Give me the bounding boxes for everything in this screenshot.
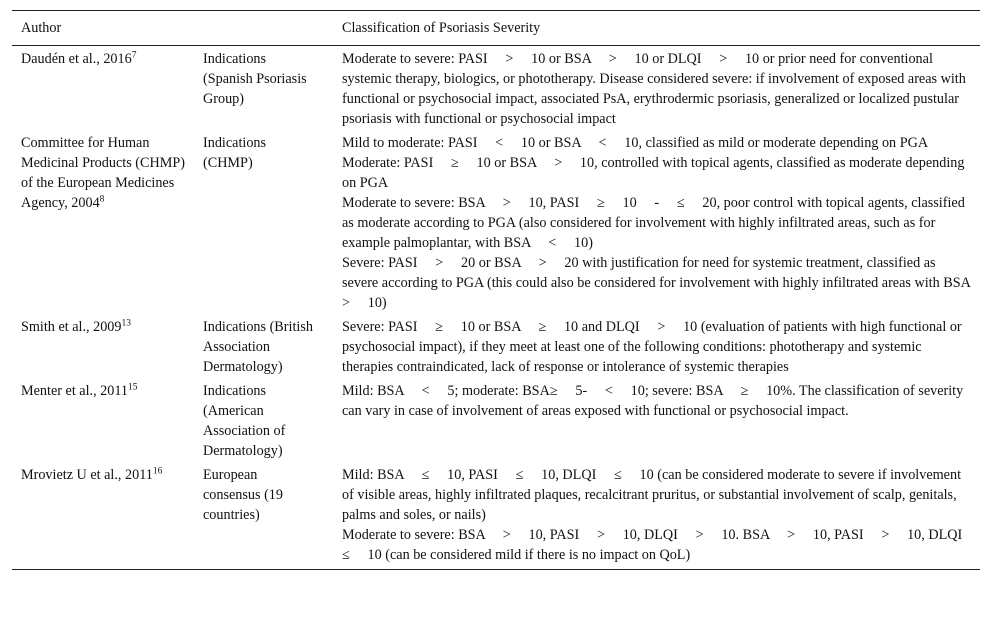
classification-cell: [326, 464, 980, 570]
reference-number: 16: [152, 466, 163, 477]
source-cell: Indications (Spanish Psoriasis Group): [203, 51, 307, 107]
classification-line: Moderate to severe: PASI > 10 or BSA > 10 or DLQI > 10 or prior need for conventional systemic therapy, biologics, or phototherapy. Disease considered severe: if involvement of exposed areas with functional or psychosocial impact, associated PsA, erythrodermic psoriasis, generalized or localized pustular psoriasis with functional or psychosocial impact: [342, 51, 970, 127]
author-name: Smith et al., 2009: [21, 319, 122, 335]
table-row: [12, 316, 980, 380]
classification-line: Severe: PASI ≥ 10 or BSA ≥ 10 and DLQI > 10 (evaluation of patients with high functional or psychosocial impact), if they meet at least one of the following conditions: phototherapy and systemic therapies contraindicated, lack of response or intolerance of systemic therapies: [342, 319, 966, 375]
author-name: Menter et al., 2011: [21, 383, 129, 399]
psoriasis-severity-table: [12, 10, 988, 570]
author-name: Daudén et al., 2016: [21, 51, 132, 67]
source-cell: Indications (CHMP): [203, 135, 267, 171]
reference-number: 15: [128, 382, 138, 393]
classification-line: Mild: BSA ≤ 10, PASI ≤ 10, DLQI ≤ 10 (can be considered moderate to severe if involvement of visible areas, highly infiltrated plaques, recalcitrant pruritus, or substantial involvement of scalp, genitals, palms and soles, or nails): [342, 467, 965, 523]
header-classification: Classification of Psoriasis Severity: [326, 11, 980, 46]
author-cell: [12, 316, 194, 380]
author-name: Mrovietz U et al., 2011: [21, 467, 153, 483]
author-cell: [12, 380, 194, 464]
table-row: [12, 380, 980, 464]
classification-line: Moderate to severe: BSA > 10, PASI ≥ 10 - ≤ 20, poor control with topical agents, classified as moderate according to PGA (also considered for involvement with highly infiltrated areas, such as for example palmoplantar, with BSA < 10): [342, 195, 969, 251]
author-cell: [12, 132, 194, 316]
classification-line: Mild: BSA < 5; moderate: BSA≥ 5- < 10; severe: BSA ≥ 10%. The classification of severity can vary in case of involvement of areas exposed with functional or psychosocial impact.: [342, 383, 967, 419]
classification-line: Mild to moderate: PASI < 10 or BSA < 10, classified as mild or moderate depending on PGA: [342, 135, 929, 151]
table-body: [12, 46, 988, 570]
classification-cell: [326, 380, 980, 464]
table-row: [12, 464, 980, 570]
reference-number: 8: [99, 194, 105, 205]
source-cell: Indications (American Association of Dermatology): [203, 383, 286, 459]
classification-cell: [326, 132, 988, 316]
classification-line: Severe: PASI > 20 or BSA > 20 with justification for need for systemic treatment, classified as severe according to PGA (this could also be considered for involvement with highly infiltrated areas with BSA > 10): [342, 255, 988, 311]
table-header-row: [12, 11, 980, 46]
author-cell: [12, 46, 194, 133]
table-row: [12, 132, 980, 316]
classification-cell: [326, 316, 980, 380]
header-source: [194, 11, 326, 46]
author-name: Committee for Human Medicinal Products (CHMP) of the European Medicines Agency, 2004: [21, 135, 185, 211]
reference-number: 13: [121, 318, 131, 329]
table-row: [12, 46, 980, 133]
header-author: Author: [12, 11, 194, 46]
source-cell: European consensus (19 countries): [194, 464, 326, 570]
classification-line: Moderate: PASI ≥ 10 or BSA > 10, controlled with topical agents, classified as moderate depending on PGA: [342, 155, 969, 191]
severity-table-container: [12, 10, 988, 570]
author-cell: [12, 464, 194, 570]
source-cell: Indications (British Association Dermatology): [203, 319, 313, 375]
classification-cell: [326, 46, 980, 133]
reference-number: 7: [131, 50, 137, 61]
classification-line: Moderate to severe: BSA > 10, PASI > 10, DLQI > 10. BSA > 10, PASI > 10, DLQI ≤ 10 (can be considered mild if there is no impact on QoL): [342, 527, 980, 563]
